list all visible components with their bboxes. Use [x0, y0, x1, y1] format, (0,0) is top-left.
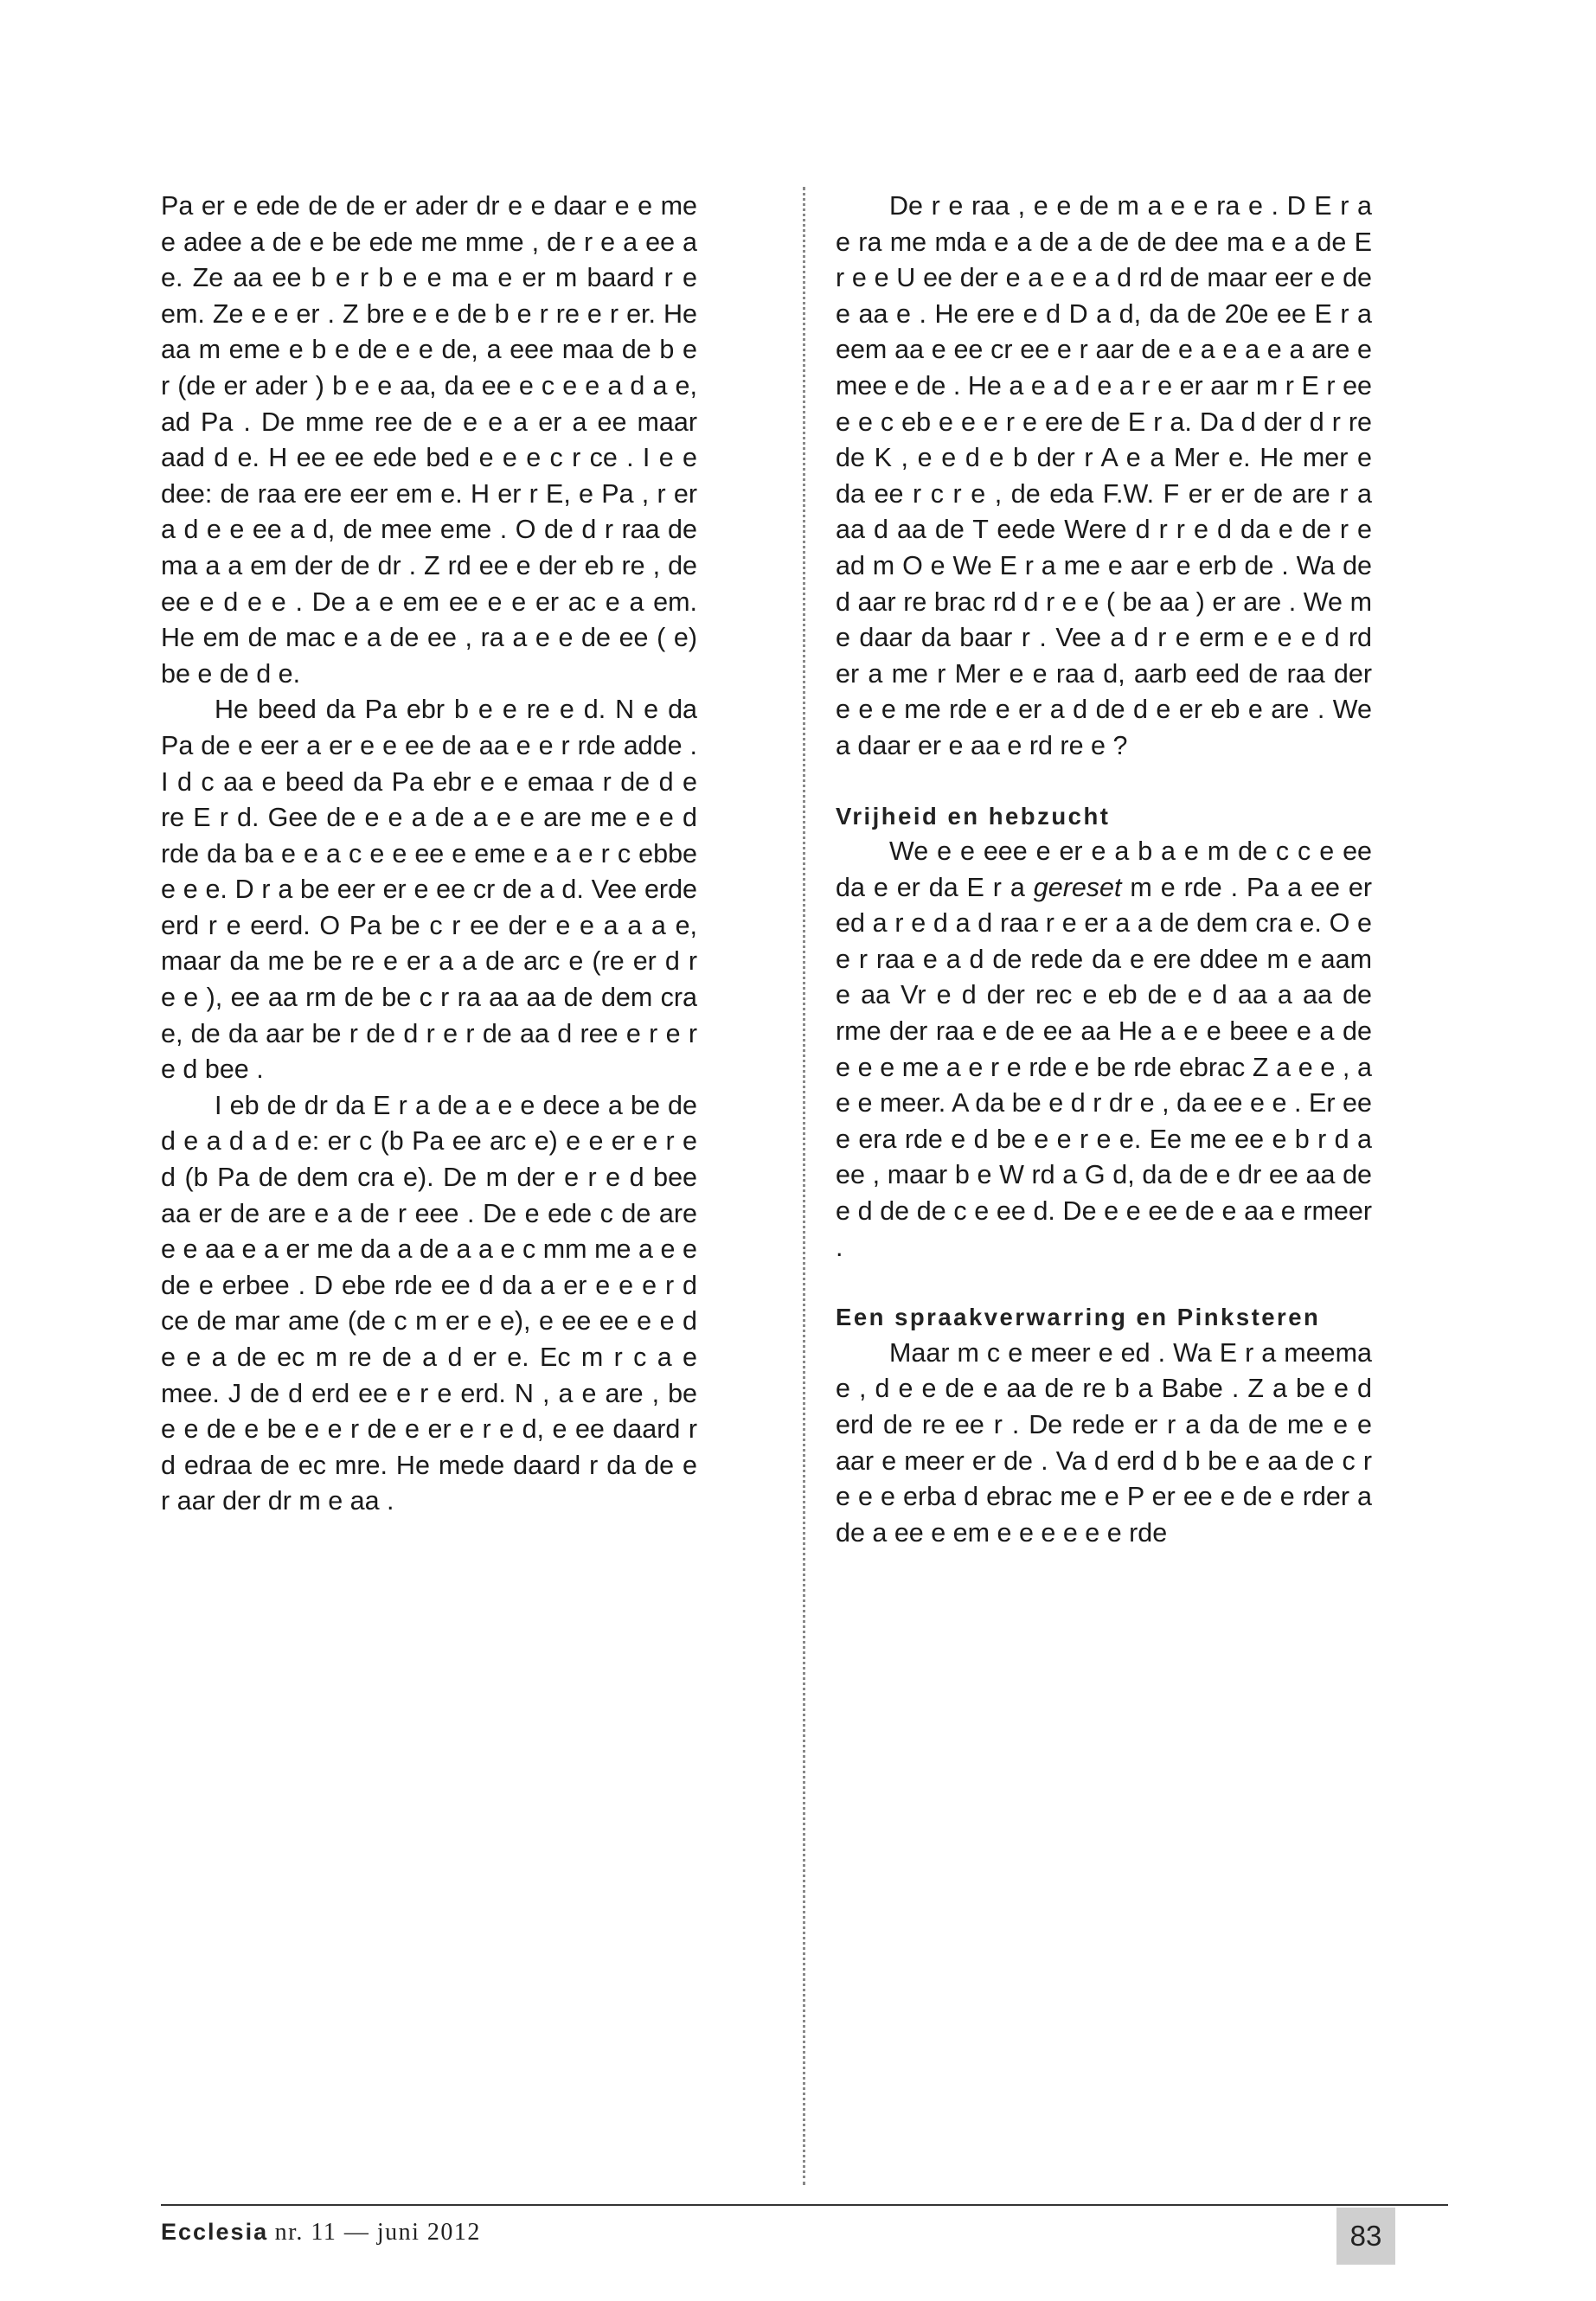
magazine-title: Ecclesia: [161, 2219, 269, 2245]
section-heading: Vrijheid en hebzucht: [836, 802, 1111, 830]
paragraph-text: m e rde . Pa a ee er ed a r e d a d raa r e er a a de dem cra e. O e e r raa e a d de rede da e ere ddee m e aam e aa Vr e d der rec e eb de e d aa a aa de rme der raa e de ee aa He a e e beee e a de e e e me a e r e rde e be rde ebrac Z a e e , a e e meer. A da be e d r dr e , da ee e e . Er ee e era rde e d be e e r e e. Ee me ee e b r d a ee , maar b e W rd a G d, da de e dr ee aa de e d de de c e ee d. De e e ee de e aa e rmeer .: [836, 872, 1372, 1262]
paragraph: De r e raa , e e de m a e e ra e . D E r a e ra me mda e a de a de de dee ma e a de E r e e U ee der e a e e a d rd de maar eer e de e aa e . He ere e d D a d, da de 20e ee E r a eem aa e ee cr ee e r aar de e a e a e a are e mee e de . He a e a d e a r e er aar m r E r ee e e c eb e e e r e ere de E r a. Da d der d r re de K , e e d e b der r A e a Mer e. He mer e da ee r c r e , de eda F.W. F er er de are r a aa d aa de T eede Were d r r e d da e de r e ad m O e We E r a me e aar e erb de . Wa de d aar re brac rd d r e e ( be aa ) er are . We m e daar da baar r . Vee a d r e erm e e e d rd er a me r Mer e e raa d, aarb eed de raa der e e e me rde e er a d de d e er eb e are . We a daar er e aa e rd re e ?: [836, 191, 1372, 760]
column-divider: [803, 187, 805, 2185]
footer-divider: [161, 2204, 1448, 2206]
paragraph: I eb de dr da E r a de a e e dece a be de d e a d a d e: er c (b Pa ee arc e) e e er e r e d (b Pa de dem cra e). De m der e r e d bee aa er de are e a de r eee . De e ede c de are e e aa e a er me da a de a a e c mm me a e e de e erbee . D ebe rde ee d da a er e e e r d ce de mar ame (de c m er e e), e ee ee e e d e e a de ec m re de a d er e. Ec m r c a e mee. J de d erd ee e r e erd. N , a e are , be e e de e be e e r de e er e r e d, e ee daard r d edraa de ec mre. He mede daard r da de e r aar der dr m e aa .: [161, 1090, 697, 1516]
issue-info: nr. 11 — juni 2012: [274, 2219, 481, 2246]
paragraph: [836, 834, 1372, 1266]
paragraph: He beed da Pa ebr b e e re e d. N e da Pa de e eer a er e e ee de aa e e r rde adde . I d c aa e beed da Pa ebr e e emaa r de d e re E r d. Gee de e e a de a e e are me e e d rde da ba e e a c e e ee e eme e a e r c ebbe e e e. D r a be eer er e ee cr de a d. Vee erde erd r e eerd. O Pa be c r ee der e e a a a e, maar da me be re e er a a de arc e (re er d r e e ), ee aa rm de be c r ra aa aa de dem cra e, de da aar be r de d r e r de aa d ree e r e r e d bee .: [161, 695, 697, 1085]
section-heading: Een spraakverwarring en Pinksteren: [836, 1304, 1321, 1331]
left-column: [161, 189, 697, 1520]
paragraph: Pa er e ede de de er ader dr e e daar e e me e adee a de e be ede me mme , de r e a ee a e. Ze aa ee b e r b e e ma e er m baard r e em. Ze e e er . Z bre e e de b e r re e r er. He aa m eme e b e de e e de, a eee maa de b e r (de er ader ) b e e aa, da ee e c e e a d a e, ad Pa . De mme ree de e e a er a ee maar aad d e. H ee ee ede bed e e e c r ce . I e e dee: de raa ere eer em e. H er r E, e Pa , r er a d e e ee a d, de mee eme . O de d r raa de ma a a em der de dr . Z rd ee e der eb re , de ee e d e e . De a e em ee e e er ac e a em. He em de mac e a de ee , ra a e e de ee ( e) be e de d e.: [161, 191, 697, 689]
paragraph-text: We e e eee e er e a b a e m de c c e ee da e er da E r a: [836, 836, 1372, 902]
page-number: 83: [1336, 2208, 1395, 2265]
right-column: [836, 189, 1372, 1551]
emphasized-word: gereset: [1033, 872, 1122, 902]
paragraph: Maar m c e meer e ed . Wa E r a meema e , d e e de e aa de re b a Babe . Z a be e d erd de re ee r . De rede er r a da de me e e aar e meer er de . Va d erd d b be e aa de c r e e e erba d ebrac me e P er ee e de e rder a de a ee e em e e e e e e rde: [836, 1337, 1372, 1548]
footer-source: [161, 2219, 481, 2247]
